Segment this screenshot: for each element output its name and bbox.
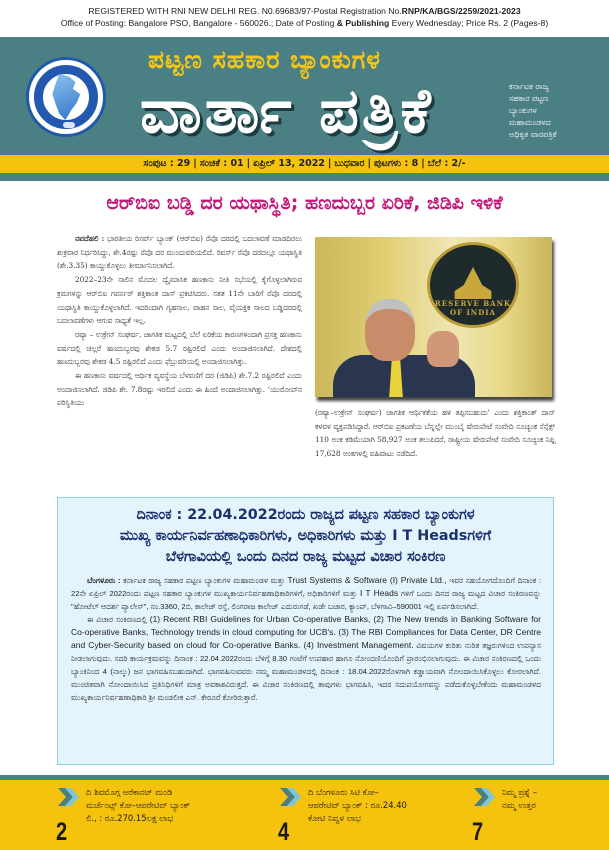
teaser-text: ನಿಮ್ಮ ಪ್ರಶ್ನೆ – ನಮ್ಮ ಉತ್ತರ <box>502 787 538 810</box>
person-hand <box>427 331 459 367</box>
seal-text: RESERVE BANK OF INDIA <box>434 299 512 317</box>
rbi-seal-icon <box>427 242 519 328</box>
article-paragraph: ನವದೆಹಲಿ : ಭಾರತೀಯ ರಿಸರ್ವ್ ಬ್ಯಾಂಕ್ (ಆರ್‌ಬಿಐ) ರೆಪೊ ದರದಲ್ಲಿ ಬದಲಾವಣೆ ಮಾಡದಿರಲು ಶುಕ್ರವಾರ ನಿರ್ಧರಿಸಿದ್ದು, ಶೇ.4ರಷ್ಟು ರೆಪೊ ದರ ಮುಂದುವರಿಯಲಿದೆ. ರಿವರ್ಸ್ ರೆಪೊ ದರದಲ್ಲೂ ಯಥಾಸ್ಥಿತಿ (ಶೇ.3.35) ಕಾಯ್ದುಕೊಳ್ಳಲು ತೀರ್ಮಾನಿಸಲಾಗಿದೆ. <box>57 234 302 271</box>
article-right-column: (ರಷ್ಯಾ–ಉಕ್ರೇನ್ ಸಂಘರ್ಷ) ಜಾಗತಿಕ ಆರ್ಥಿಕತೆಯ ಹಳಿ ತಪ್ಪಿಸಬಹುದು' ಎಂದು ಶಕ್ತಿಕಾಂತ್ ದಾಸ್ ಕಳವಳ ವ್ಯಕ್ತಪಡಿಸಿದ್ದಾರೆ. ಆರ್‌ಬಿಐ ಪ್ರಕಟಣೆಯ ಬೆನ್ನಲ್ಲೇ ಮುಂಬೈ ಷೇರುಪೇಟೆ ಸಂವೇದಿ ಸೂಚ್ಯಂಕ ಸೆನ್ಸೆಕ್ಸ್ 110 ಅಂಕ ಕಡಿಮೆಯಾಗಿ 58,927 ಅಂಕ ತಲುಪಿದರೆ, ರಾಷ್ಟ್ರೀಯ ಷೇರುಪೇಟೆ ಸಂವೇದಿ ಸೂಚ್ಯಂಕ ನಿಫ್ಟಿ 17,628 ಅಂಕಗಳಲ್ಲಿ ವಹಿವಾಟು ನಡೆದಿದೆ. <box>315 408 555 459</box>
notice-body <box>71 574 541 704</box>
article-dateline: ನವದೆಹಲಿ : <box>75 234 105 243</box>
issue-number: ಸಂಚಿಕೆ : 01 <box>199 158 244 169</box>
masthead-tagline: ಪಟ್ಟಣ ಸಹಕಾರ ಬ್ಯಾಂಕುಗಳ <box>148 45 381 74</box>
double-chevron-right-icon <box>474 786 496 808</box>
issue-day: ಬುಧವಾರ <box>334 158 365 169</box>
teaser-page-number: 2 <box>56 818 68 846</box>
masthead <box>0 37 609 155</box>
issue-price: ಬೆಲೆ : 2/- <box>427 158 466 169</box>
teaser-text: ದಿ ಬೆಂಗಳೂರು ಸಿಟಿ ಕೋ– ಆಪರೇಟಿವ್ ಬ್ಯಾಂಕ್ : ರೂ.24.40 ಕೋಟಿ ನಿವ್ವಳ ಲಾಭ <box>308 787 407 823</box>
teaser-page-number: 4 <box>278 818 290 846</box>
article-headline: ಆರ್‌ಬಿಐ ಬಡ್ಡಿ ದರ ಯಥಾಸ್ಥಿತಿ; ಹಣದುಬ್ಬರ ಏರಿಕೆ, ಜಿಡಿಪಿ ಇಳಿಕೆ <box>106 192 503 214</box>
teaser-page-number: 7 <box>472 818 484 846</box>
article-paragraph: ರಷ್ಯಾ – ಉಕ್ರೇನ್ ಸಂಘರ್ಷ, ಜಾಗತಿಕ ಮಟ್ಟದಲ್ಲಿ ಬೆಲೆ ಏರಿಕೆಯ ಕಾರಣಗಳಿಂದಾಗಿ ಪ್ರಸಕ್ತ ಹಣಕಾಸು ವರ್ಷದಲ್ಲಿ ಚಿಲ್ಲರೆ ಹಣದುಬ್ಬರವು ಶೇಕಡ 5.7 ರಷ್ಟಿರಲಿದೆ ಎಂದು ಅಂದಾಜಿಸಲಾಗಿದೆ. ದೇಶದಲ್ಲಿ ಹಣದುಬ್ಬರವು ಶೇಕಡ 4.5 ರಷ್ಟಿರಲಿದೆ ಎಂದು ಫೆಬ್ರುವರಿಯಲ್ಲಿ ಅಂದಾಜಿಸಲಾಗಿತ್ತು. <box>57 329 302 367</box>
article-paragraph: ಈ ಹಣಕಾಸು ವರ್ಷದಲ್ಲಿ ಆರ್ಥಿಕ ವ್ಯವಸ್ಥೆಯ ಬೆಳವಣಿಗೆ ದರ (ಜಿಡಿಪಿ) ಶೇ.7.2 ರಷ್ಟಿರಲಿದೆ ಎಂದು ಅಂದಾಜಿಸಲಾಗಿದೆ. ಜಿಡಿಪಿ ಶೇ. 7.8ರಷ್ಟು ಇರಲಿದೆ ಎಂದು ಈ ಹಿಂದೆ ಅಂದಾಜಿಸಲಾಗಿತ್ತು. 'ಯುರೋಪ್‌ನ ಪರಿಸ್ಥಿತಿಯು <box>57 371 302 408</box>
issue-date: ಏಪ್ರಿಲ್ 13, 2022 <box>253 158 325 169</box>
article-left-column <box>57 232 302 410</box>
karnataka-emblem-logo-icon <box>26 57 106 137</box>
divider-strip <box>0 173 609 181</box>
masthead-title: ವಾರ್ತಾ ಪತ್ರಿಕೆ <box>140 74 434 147</box>
seminar-notice-box <box>57 497 554 765</box>
issue-volume: ಸಂಪುಟ : 29 <box>143 158 191 169</box>
registration-header <box>0 0 609 35</box>
teaser-text: ದಿ ಶಿವಮೊಗ್ಗ ಅರೆಕಾನಟ್ ಮಂಡಿ ಮರ್ಚೆಂಟ್ಸ್ ಕೋ–ಆಪರೇಟಿವ್ ಬ್ಯಾಂಕ್ ಲಿ., : ರೂ.270.15ಲಕ್ಷ ಲಾಭ <box>86 787 191 823</box>
inside-pages-footer <box>0 780 609 850</box>
notice-paragraph: ಬೆಂಗಳೂರು : ಕರ್ನಾಟಕ ರಾಜ್ಯ ಸಹಕಾರ ಪಟ್ಟಣ ಬ್ಯಾಂಕುಗಳ ಮಹಾಮಂಡಳ ಮತ್ತು Trust Systems & Software (I) Private Ltd., ಇವರ ಸಹಯೋಗದೊಂದಿಗೆ ದಿನಾಂಕ : 22ನೇ ಏಪ್ರಿಲ್ 2022ರಂದು ಪಟ್ಟಣ ಸಹಕಾರ ಬ್ಯಾಂಕುಗಳ ಮುಖ್ಯಕಾರ್ಯನಿರ್ವಹಣಾಧಿಕಾರಿಗಳಿಗೆ, ಅಧಿಕಾರಿಗಳಿಗೆ ಮತ್ತು I T Heads ಗಳಿಗೆ ಒಂದು ದಿನದ ರಾಜ್ಯ ಮಟ್ಟದ ವಿಚಾರ ಸಂಕಿರಣವನ್ನು "ಹೋಟೆಲ್ ಆದರ್ಶ ಪ್ಯಾಲೇಸ್", ನಂ.3360, 2ಬಿ, ಕಾಲೇಜ್ ರಸ್ತೆ, ಲಿಂಗರಾಜ ಕಾಲೇಜ್ ಎದುರುಗಡೆ, ಖಡೇ ಬಜಾರ, ಕ್ಯಾಂಪ್, ಬೆಳಗಾವಿ–590001 ಇಲ್ಲಿ ಏರ್ಪಡಿಸಲಾಗಿದೆ. <box>71 575 541 611</box>
notice-title: ದಿನಾಂಕ : 22.04.2022ರಂದು ರಾಜ್ಯದ ಪಟ್ಟಣ ಸಹಕಾರ ಬ್ಯಾಂಕುಗಳ ಮುಖ್ಯ ಕಾರ್ಯನಿರ್ವಹಣಾಧಿಕಾರಿಗಳು, ಅಧಿಕಾರಿಗಳು ಮತ್ತು I T Headsಗಳಿಗೆ ಬೆಳಗಾವಿಯಲ್ಲಿ ಒಂದು ದಿನದ ರಾಜ್ಯ ಮಟ್ಟದ ವಿಚಾರ ಸಂಕಿರಣ <box>119 507 492 565</box>
handshake-icon <box>63 122 75 128</box>
tiger-palm-emblem-icon <box>450 263 496 303</box>
issue-pages: ಪುಟಗಳು : 8 <box>373 158 419 169</box>
person-head <box>365 299 415 361</box>
article-paragraph: 2022–23ನೇ ಸಾಲಿನ ಮೊದಲ ದ್ವೈಮಾಸಿಕ ಹಣಕಾಸು ನೀತಿ ಸಭೆಯಲ್ಲಿ ಕೈಗೊಳ್ಳಲಾಗಿರುವ ಕ್ರಮಗಳನ್ನು ಆರ್‌ಬಿಐ ಗವರ್ನರ್ ಶಕ್ತಿಕಾಂತ ದಾಸ್ ಪ್ರಕಟಿಸಿದರು. ಸತತ 11ನೇ ಬಾರಿಗೆ ರೆಪೊ ದರದಲ್ಲಿ ಯಥಾಸ್ಥಿತಿ ಕಾಯ್ದುಕೊಳ್ಳಲಾಗಿದೆ. ಇದರಿಂದಾಗಿ ಗೃಹಸಾಲ, ವಾಹನ ಸಾಲ, ವೈಯಕ್ತಿಕ ಸಾಲದ ಬಡ್ಡಿದರದಲ್ಲಿ ಬದಲಾವಣೆಗಳು ಆಗುವ ಸಾಧ್ಯತೆ ಇಲ್ಲ. <box>57 275 302 326</box>
double-chevron-right-icon <box>280 786 302 808</box>
registration-line-1: REGISTERED WITH RNI NEW DELHI REG. N0.69683/97-Postal Registration No.RNP/KA/BGS/2259/2021-2023 <box>88 6 521 16</box>
issue-info-bar: ಸಂಪುಟ : 29 | ಸಂಚಿಕೆ : 01 | ಏಪ್ರಿಲ್ 13, 2022 | ಬುಧವಾರ | ಪುಟಗಳು : 8 | ಬೆಲೆ : 2/- <box>0 155 609 173</box>
registration-line-2: Office of Posting: Bangalore PSO, Bangalore - 560026.; Date of Posting & Publishing Every Wednesday; Price Rs. 2 (Pages-8) <box>60 18 549 28</box>
rbi-governor-photo <box>315 237 552 397</box>
notice-dateline: ಬೆಂಗಳೂರು : <box>87 576 121 585</box>
masthead-sidenote: ಕರ್ನಾಟಕ ರಾಜ್ಯ ಸಹಕಾರ ಪಟ್ಟಣ ಬ್ಯಾಂಕುಗಳ ಮಹಾಮಂಡಳದ ಅಧಿಕೃತ ವಾರಪತ್ರಿಕೆ <box>509 82 557 139</box>
double-chevron-right-icon <box>58 786 80 808</box>
notice-paragraph: ಈ ವಿಚಾರ ಸಂಕಿರಣದಲ್ಲಿ (1) Recent RBI Guidelines for Urban Co-operative Banks, (2) The New trends in Banking Software for Co-operative Banks, Technology trends in cloud computing for UCB's. (3) The RBI Compliances for Data Center, DR Centre and Cyber-Security based on cloud for Co-operative Banks. (4) Investment Management. ವಿಷಯಗಳ ಕುರಿತು ನುರಿತ ತಜ್ಞರುಗಳಿಂದ ಉಪನ್ಯಾಸ ನೀಡಲಾಗುವುದು. ಸದರಿ ಕಾರ್ಯಕ್ರಮವನ್ನು ದಿನಾಂಕ : 22.04.2022ರಂದು ಬೆಳಿಗ್ಗೆ 8.30 ಗಂಟೆಗೆ ಉಪಹಾರ ಹಾಗೂ ನೋಂದಣಿಯೊಂದಿಗೆ ಪ್ರಾರಂಭಿಸಲಾಗುವುದು. ಈ ವಿಚಾರ ಸಂಕಿರಣದಲ್ಲಿ ಒಂದು ಬ್ಯಾಂಕಿನಿಂದ 4 (ನಾಲ್ಕು) ಜನ ಭಾಗವಹಿಸಬಹುದಾಗಿದೆ. ಭಾಗವಹಿಸುವವರು ನಮ್ಮ ಮಹಾಮಂಡಳದಲ್ಲಿ ದಿನಾಂಕ : 18.04.2022ರೊಳಗಾಗಿ ಕಡ್ಡಾಯವಾಗಿ ನೋಂದಾಯಿಸಿಕೊಳ್ಳಲು ಕೋರಲಾಗಿದೆ. ಮುಂಚಿತವಾಗಿ ನೋಂದಾಯಿಸಿದ ಪ್ರತಿನಿಧಿಗಳಿಗೆ ಮಾತ್ರ ಅವಕಾಶವಿರುತ್ತದೆ. ಈ ವಿಚಾರ ಸಂಕಿರಣದಲ್ಲಿ ತಾವುಗಳು ಭಾಗವಹಿಸಿ, ಇದರ ಸದುಪಯೋಗವನ್ನು ಪಡೆದುಕೊಳ್ಳಬೇಕೆಂದು ಮಹಾಮಂಡಳದ ಮುಖ್ಯಕಾರ್ಯನಿರ್ವಹಣಾಧಿಕಾರಿ ಶ್ರೀ ಮಂಡಲೀಕ ಎನ್. ಕೇರೂರೆ ಕೋರಿರುತ್ತಾರೆ. <box>71 614 541 702</box>
